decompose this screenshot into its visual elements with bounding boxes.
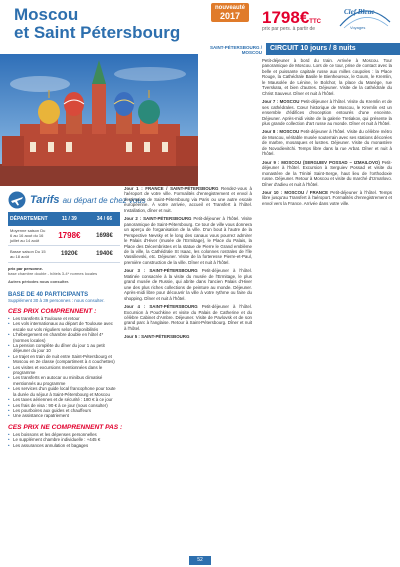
circuit-duration: 10 jours / 8 nuits (300, 45, 356, 52)
itinerary-day (124, 334, 252, 339)
new-badge (211, 3, 249, 22)
new-badge-label: nouveauté (215, 5, 246, 11)
tarifs-col-header: DÉPARTEMENT (8, 212, 50, 226)
tarifs-notes-text: base chambre double - hôtels 3-4* normes locales (8, 271, 98, 276)
list-item: • Le trajet en train de nuit entre Saint-Pétersbourg et Moscou en 2e classe (compartiment à 4 couchettes) (8, 354, 120, 365)
list-item: • Les services d'un guide local francophone pour toute la durée du séjour à Saint-Pétersbourg et Moscou (8, 386, 120, 397)
itinerary-day (124, 304, 252, 331)
day-heading: Jour 2 : SAINT-PÉTERSBOURG (124, 216, 192, 222)
base-subtitle: Supplément 30 à 39 personnes : nous consulter. (8, 298, 105, 303)
day-heading: Jour 1 : FRANCE / SAINT-PÉTERSBOURG (124, 186, 219, 191)
tarif-period-label: Moyenne saison Du 6 au 16 aout du 16 juillet au 14 août (8, 226, 50, 246)
route-bar (198, 43, 400, 55)
list-item: • Les assurances annulation et bagages (8, 443, 120, 448)
page-title (14, 6, 180, 42)
list-item: • Les frais de visa : 90 € à ce jour (nous consulter) (8, 403, 120, 408)
tarif-price: 1920€ (50, 246, 89, 263)
itinerary-day (262, 160, 392, 187)
list-item: • La pension complète du dîner du jour 1 au petit déjeuner du jour 10 (8, 343, 120, 354)
tarifs-col-header: 11 / 39 (50, 212, 89, 226)
included-list (8, 316, 120, 419)
route-text: SAINT-PÉTERSBOURG / MOSCOU (209, 45, 262, 55)
list-item: • Les vols internationaux au départ de Toulouse avec escale sur vols réguliers selon disponibilités (8, 321, 120, 332)
airplane-icon (8, 191, 26, 209)
hero-photo-saint-basil (0, 54, 198, 186)
table-row (8, 226, 120, 246)
page-number: 52 (189, 556, 211, 565)
circuit-label: CIRCUIT (270, 45, 299, 52)
itinerary-day (262, 190, 392, 206)
itinerary-day (124, 216, 252, 265)
tarifs-col-header: 34 / 66 (89, 212, 120, 226)
day-text: Rendez-vous à l'aéroport de votre ville. Formalités d'enregistrement et envol à destination de Saint-Pétersbourg via Paris ou une autre escale européenne. À votre arrivée, accueil et Transfert à l'hôtel. Installation, dîner et nuit. (124, 186, 252, 213)
itinerary-day (262, 99, 392, 126)
price-note: prix par pers. à partir de (262, 26, 316, 32)
price (262, 8, 321, 28)
day-heading: Jour 4 : SAINT-PÉTERSBOURG (124, 304, 198, 310)
itinerary-day (262, 129, 392, 156)
table-row (8, 246, 120, 263)
day-text: Petit-déjeuner à l'hôtel. Matinée consacrée à la visite du musée de l'Ermitage, le plus grand musée de Russie, qui abrite dans l'ancien Palais d'Hiver une des plus riches collections de peinture au monde. Déjeuner. Après-midi libre pour découvrir la ville à votre rythme ou faire du shopping. Dîner et nuit à l'hôtel. (124, 268, 252, 301)
day-heading: Jour 5 : SAINT-PÉTERSBOURG (124, 334, 190, 340)
tarif-price: 1798€ (50, 226, 89, 246)
tarifs-title-text: Tarifs (30, 194, 60, 206)
tarifs-subtitle: au départ de chez vous (62, 196, 146, 205)
tarifs-notes (8, 266, 120, 284)
new-badge-year: 2017 (219, 11, 241, 21)
title-line-2: et Saint Pétersbourg (14, 23, 181, 42)
day-heading: Jour 7 : MOSCOU (262, 99, 300, 105)
logo-text (344, 8, 375, 16)
day-heading: Jour 3 : SAINT-PÉTERSBOURG (124, 268, 198, 274)
day-heading: Jour 9 : MOSCOU (SERGUIEV POSSAD – IZMAILOVO) (262, 159, 380, 165)
list-item: • L'hébergement en chambre double en hôtel 4* (normes locales) (8, 332, 120, 343)
day-heading: Jour 8 : MOSCOU (262, 129, 300, 135)
day-text: Petit-déjeuner à l'hôtel. Temps libre jusqu'au Transfert à l'aéroport. Formalités d'enregistrement et envol vers la France. Arrivée dans votre ville. (262, 189, 392, 206)
itinerary-column-2 (124, 186, 252, 343)
title-line-1: Moscou (14, 5, 79, 24)
base-title: BASE DE 40 PARTICIPANTS (8, 292, 89, 298)
list-item: • Une assistance rapatriement (8, 413, 120, 418)
list-item: • Les transferts en autocar ou minibus climatisé mentionnés au programme (8, 375, 120, 386)
list-item: • Les visites et excursions mentionnées dans le programme (8, 365, 120, 376)
tarif-price: 1698€ (89, 226, 120, 246)
day-text: Petit-déjeuner à l'hôtel. Visite du Kremlin et de ses cathédrales. Cœur historique de Moscou, le Kremlin est un ensemble d'édifices d'exception entourés d'une enceinte. Déjeuner. Après-midi visite de la galerie Tretiakov, qui présente la plus grande collection d'art russe au monde. Dîner et nuit à l'hôtel. (262, 99, 392, 126)
list-item: • Les transferts à Toulouse et retour (8, 316, 120, 321)
logo-tagline: Voyages (350, 25, 366, 30)
itinerary-day (124, 268, 252, 301)
list-item: • Le supplément chambre individuelle : +445 € (8, 437, 120, 442)
included-title: CES PRIX COMPRENNENT : (8, 308, 97, 315)
day-text: Petit-déjeuner à l'hôtel. Excursion à Pouchkine et visite du Palais de Catherine et du célèbre Cabinet d'Ambre. Déjeuner. Visite de Pavlovsk et de son grand parc à l'anglaise. Retour à Saint-Pétersbourg. Dîner et nuit à l'hôtel. (124, 304, 252, 331)
excluded-title: CES PRIX NE COMPRENNENT PAS : (8, 423, 123, 431)
itinerary-day (124, 186, 252, 213)
logo-line-1: Clef Bleue (344, 8, 375, 16)
tarifs-notes-label: prix par personne. (8, 266, 43, 271)
tarif-period-label: Basse saison Du 15 au 18 août (8, 246, 50, 263)
list-item: • Les taxes aériennes et de sécurité : 180 € à ce jour (8, 397, 120, 402)
circuit-banner (266, 43, 400, 55)
list-item: • Les boissons et les dépenses personnelles (8, 432, 120, 437)
price-ttc: TTC (309, 19, 321, 25)
price-value: 1798€ (262, 8, 310, 27)
day-heading: Jour 10 : MOSCOU / FRANCE (262, 189, 329, 195)
day-text: Petit-déjeuner à l'hôtel. Visite du célèbre métro de Moscou, véritable musée souterrain avec ses stations décorées de marbre, mosaïques et lustres. Déjeuner. Visite du monastère de Novodievitchi. Temps libre dans la rue Arbat. Dîner et nuit à l'hôtel. (262, 129, 392, 157)
list-item: • Les pourboires aux guides et chauffeurs (8, 408, 120, 413)
excluded-list (8, 432, 120, 448)
itinerary-day (262, 58, 392, 96)
day-text: Petit-déjeuner à l'hôtel. Excursion à Serguiev Possad et visite du monastère de la Trinité Saint-Serge, haut lieu de l'orthodoxie russe. Déjeuner. Retour à Moscou et visite du marché d'Izmaïlovo. Dîner d'adieu et nuit à l'hôtel. (262, 159, 392, 187)
tarifs-header-row (8, 212, 120, 226)
day-text: Petit-déjeuner à l'hôtel. Visite panoramique de Saint-Pétersbourg. Ce tour de ville vous donnera un aperçu de l'organisation de la ville. D'un bout à l'autre de la Perspective Nevsky et le long des canaux vous pourrez admirer le Palais d'Hiver (musée de l'Ermitage), le Place du Palais, la Place des Décembristes et la statue de Pierre le Grand emblème de la ville, la Cathédrale St Isaac, les colonnes rostrales de l'île Vassilievski, etc. Déjeuner. Visite de la forteresse Pierre-et-Paul, première construction de la ville. Dîner et nuit à l'hôtel. (124, 216, 252, 265)
tarif-price: 1940€ (89, 246, 120, 263)
cathedral-illustration (0, 54, 198, 186)
day-text: Petit-déjeuner à bord du train. Arrivée à Moscou. Tour panoramique de Moscou. Lors de ce tour, prise de contact avec la belle et puissante capitale russe aux milles coupoles : la Place Rouge, la Cathédrale Basile le Bienheureux, le Goum, le Kremlin, le Mausolée de Lénine, le Bolchoï, la place du Manège, rue Tverskaïa, et bien d'autres. Déjeuner. Visite de la cathédrale du Christ Sauveur. Dîner et nuit à l'hôtel. (262, 58, 392, 96)
itinerary-column-3 (262, 58, 392, 209)
tarifs-notes-text-2: Autres périodes nous consulter. (8, 279, 70, 284)
tarifs-table (8, 212, 120, 263)
